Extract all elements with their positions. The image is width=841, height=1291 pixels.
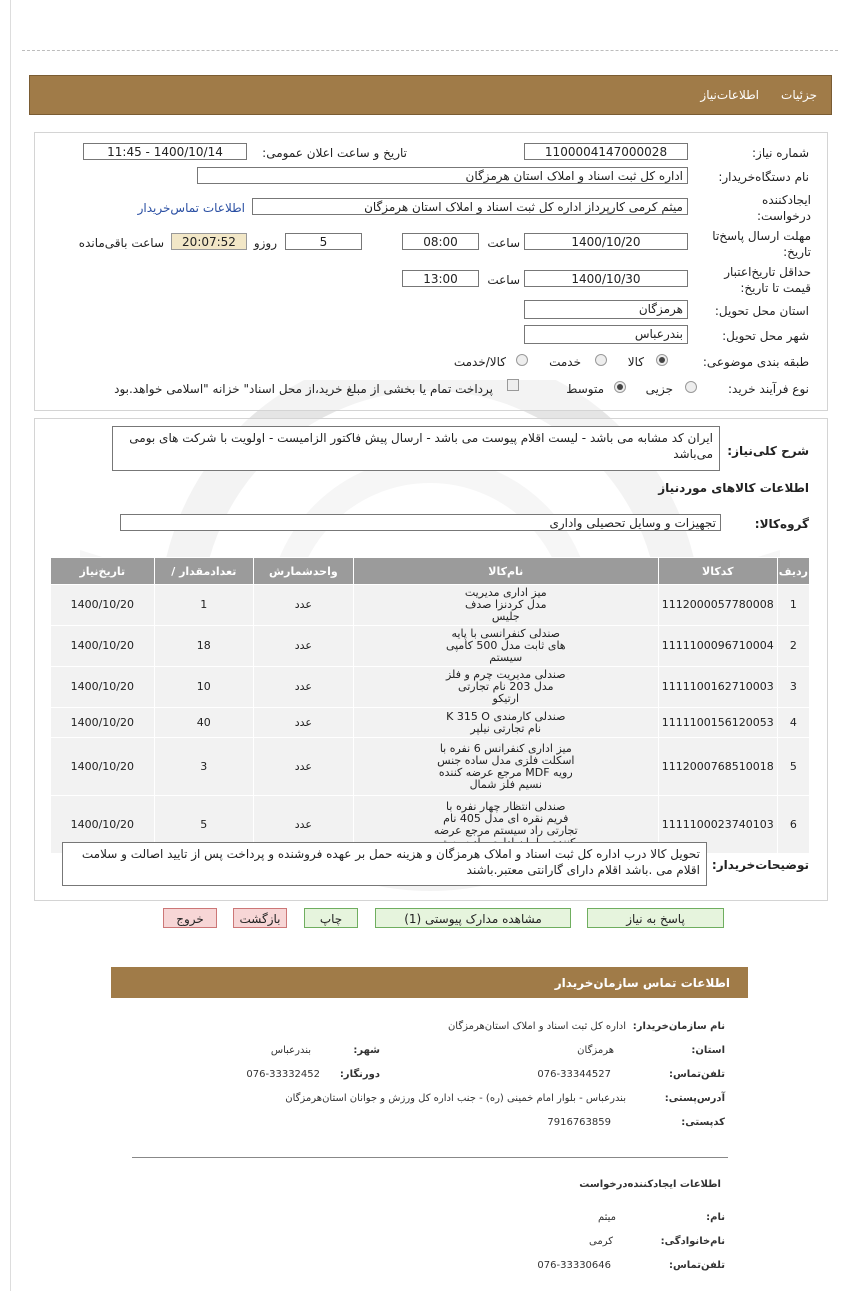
category-label: طبقه بندی موضوعی: bbox=[702, 355, 809, 369]
process-partial-label: جزیی bbox=[645, 382, 673, 396]
category-goods-service-radio[interactable] bbox=[516, 354, 528, 366]
announce-field: 1400/10/14 - 11:45 bbox=[83, 143, 247, 160]
creator-info-title: اطلاعات ایجادکننده‌درخواست bbox=[579, 1179, 721, 1190]
contact-address-label: آدرس‌پستی: bbox=[664, 1093, 725, 1104]
creator-family-label: نام‌خانوادگی: bbox=[660, 1236, 725, 1247]
deadline-date-field: 1400/10/20 bbox=[524, 233, 688, 250]
validity-date-field: 1400/10/30 bbox=[524, 270, 688, 287]
summary-text: ایران کد مشابه می باشد - لیست اقلام پیوست می باشد - ارسال پیش فاکتور الزامیست - اولویت با شرکت های بومی می‌باشد bbox=[112, 426, 720, 471]
table-row bbox=[51, 667, 810, 708]
cell-date: 1400/10/20 bbox=[51, 626, 155, 667]
contact-province: هرمزگان bbox=[577, 1045, 614, 1056]
cell-code: 1111100156120053 bbox=[658, 708, 777, 738]
city-field: بندرعباس bbox=[524, 325, 688, 344]
creator-label-1: ایجادکننده bbox=[762, 193, 811, 207]
left-border-line bbox=[10, 0, 11, 1291]
group-label: گروه‌کالا: bbox=[754, 517, 809, 531]
view-docs-button[interactable]: مشاهده مدارک پیوستی (1) bbox=[375, 908, 571, 928]
cell-code: 1112000768510018 bbox=[658, 738, 777, 796]
goods-info-title: اطلاعات کالاهای موردنیاز bbox=[658, 481, 809, 495]
category-service-label: خدمت bbox=[549, 355, 581, 369]
buyer-contact-link[interactable]: اطلاعات تماس‌خریدار bbox=[137, 201, 245, 215]
col-code-header: کدکالا bbox=[658, 558, 777, 585]
buyer-org-field: اداره کل ثبت اسناد و املاک استان هرمزگان bbox=[197, 167, 688, 184]
contact-address: بندرعباس - بلوار امام خمینی (ره) - جنب اداره کل ورزش و جوانان استان‌هرمزگان bbox=[285, 1093, 626, 1104]
cell-unit: عدد bbox=[253, 626, 353, 667]
contact-header-bar bbox=[111, 967, 748, 998]
validity-label-1: حداقل تاریخ‌اعتبار bbox=[724, 265, 811, 279]
cell-row: 2 bbox=[777, 626, 809, 667]
category-service-radio[interactable] bbox=[595, 354, 607, 366]
creator-phone: 076-33330646 bbox=[537, 1260, 611, 1271]
remaining-timer: 20:07:52 bbox=[171, 233, 247, 250]
summary-label: شرح کلی‌نیاز: bbox=[727, 444, 809, 458]
table-header-row bbox=[51, 558, 810, 585]
tab-need-info[interactable]: اطلاعات‌نیاز bbox=[700, 88, 759, 102]
category-goods-service-label: کالا/خدمت bbox=[453, 355, 506, 369]
contact-province-label: استان: bbox=[691, 1045, 725, 1056]
category-goods-radio[interactable] bbox=[656, 354, 668, 366]
col-qty-header: تعداد‌مقدار / bbox=[154, 558, 253, 585]
process-label: نوع فرآیند خرید: bbox=[728, 382, 809, 396]
cell-date: 1400/10/20 bbox=[51, 667, 155, 708]
cell-code: 1111100023740103 bbox=[658, 796, 777, 854]
need-number-field: 1100004147000028 bbox=[524, 143, 688, 160]
cell-qty: 5 bbox=[154, 796, 253, 854]
creator-field: میثم کرمی کارپرداز اداره کل ثبت اسناد و املاک استان هرمزگان bbox=[252, 198, 688, 215]
col-name-header: نام‌کالا bbox=[353, 558, 658, 585]
cell-row: 1 bbox=[777, 585, 809, 626]
process-partial-radio[interactable] bbox=[685, 381, 697, 393]
contact-phone-label: تلفن‌تماس: bbox=[668, 1069, 725, 1080]
tab-details[interactable]: جزئیات bbox=[781, 88, 817, 102]
cell-date: 1400/10/20 bbox=[51, 738, 155, 796]
cell-row: 4 bbox=[777, 708, 809, 738]
cell-qty: 1 bbox=[154, 585, 253, 626]
contact-city: بندرعباس bbox=[270, 1045, 311, 1056]
creator-name-label: نام: bbox=[706, 1212, 725, 1223]
cell-date: 1400/10/20 bbox=[51, 796, 155, 854]
creator-label-2: درخواست: bbox=[757, 209, 811, 223]
cell-name: صندلی کارمندی K 315 O نام تجارتی نیلپر bbox=[353, 708, 658, 738]
table-row bbox=[51, 626, 810, 667]
cell-qty: 40 bbox=[154, 708, 253, 738]
header-bar bbox=[29, 75, 832, 115]
cell-unit: عدد bbox=[253, 738, 353, 796]
cell-row: 5 bbox=[777, 738, 809, 796]
need-number-label: شماره نیاز: bbox=[752, 146, 809, 160]
cell-row: 6 bbox=[777, 796, 809, 854]
table-row bbox=[51, 585, 810, 626]
cell-qty: 3 bbox=[154, 738, 253, 796]
contact-org-label: نام سازمان‌خریدار: bbox=[632, 1021, 725, 1032]
cell-name: صندلی مدیریت چرم و فلز مدل 203 نام تجارتی ارتیکو bbox=[353, 667, 658, 708]
contact-city-label: شهر: bbox=[353, 1045, 380, 1056]
validity-time-field: 13:00 bbox=[402, 270, 479, 287]
cell-unit: عدد bbox=[253, 708, 353, 738]
print-button[interactable]: چاپ bbox=[304, 908, 358, 928]
province-label: استان محل تحویل: bbox=[714, 304, 809, 318]
category-goods-label: کالا bbox=[627, 355, 644, 369]
contact-postal: 7916763859 bbox=[547, 1117, 611, 1128]
group-field: تجهیزات و وسایل تحصیلی واداری bbox=[120, 514, 721, 531]
city-label: شهر محل تحویل: bbox=[722, 329, 809, 343]
exit-button[interactable]: خروج bbox=[163, 908, 217, 928]
back-button[interactable]: بازگشت bbox=[233, 908, 287, 928]
table-row bbox=[51, 738, 810, 796]
days-field: 5 bbox=[285, 233, 362, 250]
cell-name: میز اداری کنفرانس 6 نفره با اسکلت فلزی مدل ساده جنس رویه MDF مرجع عرضه کننده نسیم فلز شمال bbox=[353, 738, 658, 796]
buyer-notes-text: تحویل کالا درب اداره کل ثبت اسناد و املاک هرمزگان و هزینه حمل بر عهده فروشنده و پرداخت پس از تایید اصالت و سلامت اقلام می .باشد اقلام دارای گارانتی معتبر.باشند bbox=[62, 842, 707, 886]
cell-code: 1111100162710003 bbox=[658, 667, 777, 708]
contact-org: اداره کل ثبت اسناد و املاک استان‌هرمزگان bbox=[447, 1021, 626, 1032]
contact-fax: 076-33332452 bbox=[246, 1069, 320, 1080]
cell-unit: عدد bbox=[253, 667, 353, 708]
col-date-header: تاریخ‌نیاز bbox=[51, 558, 155, 585]
top-divider bbox=[22, 50, 838, 51]
cell-name: صندلی انتظار چهار نفره با فریم نقره ای مدل 405 نام تجارتی راد سیستم مرجع عرضه bbox=[353, 796, 658, 854]
days-label: روزو bbox=[253, 236, 277, 250]
creator-name: میثم bbox=[597, 1212, 616, 1223]
cell-name: میز اداری مدیریت مدل کردنزا صدف جلیس bbox=[353, 585, 658, 626]
announce-label: تاریخ و ساعت اعلان عمومی: bbox=[262, 146, 407, 160]
treasury-payment-note: پرداخت تمام یا بخشی از مبلغ خرید،از محل اسناد" خزانه "اسلامی خواهد.بود bbox=[114, 382, 493, 396]
process-medium-radio[interactable] bbox=[614, 381, 626, 393]
contact-phone: 076-33344527 bbox=[537, 1069, 611, 1080]
table-row bbox=[51, 708, 810, 738]
cell-name: صندلی کنفرانسی با پایه های ثابت مدل 500 کامپی سیستم bbox=[353, 626, 658, 667]
cell-code: 1111100096710004 bbox=[658, 626, 777, 667]
province-field: هرمزگان bbox=[524, 300, 688, 319]
remaining-label: ساعت باقی‌مانده bbox=[78, 236, 164, 250]
cell-qty: 10 bbox=[154, 667, 253, 708]
validity-label-2: قیمت تا تاریخ: bbox=[740, 281, 811, 295]
process-medium-label: متوسط bbox=[566, 382, 604, 396]
cell-unit: عدد bbox=[253, 796, 353, 854]
contact-divider bbox=[132, 1157, 728, 1158]
creator-family: کرمی bbox=[589, 1236, 613, 1247]
validity-time-label: ساعت bbox=[487, 273, 520, 287]
buyer-org-label: نام دستگاه‌خریدار: bbox=[718, 170, 809, 184]
goods-table bbox=[50, 557, 810, 854]
buyer-notes-label: توضیحات‌خریدار: bbox=[711, 858, 809, 872]
contact-postal-label: کدپستی: bbox=[681, 1117, 725, 1128]
deadline-label-1: مهلت ارسال پاسخ‌تا bbox=[712, 229, 811, 243]
col-unit-header: واحدشمارش bbox=[253, 558, 353, 585]
reply-button[interactable]: پاسخ به نیاز bbox=[587, 908, 724, 928]
contact-title: اطلاعات تماس سازمان‌خریدار bbox=[554, 976, 730, 990]
cell-code: 1112000057780008 bbox=[658, 585, 777, 626]
cell-date: 1400/10/20 bbox=[51, 585, 155, 626]
cell-row: 3 bbox=[777, 667, 809, 708]
cell-qty: 18 bbox=[154, 626, 253, 667]
contact-fax-label: دورنگار: bbox=[339, 1069, 380, 1080]
deadline-label-2: تاریخ: bbox=[783, 245, 811, 259]
deadline-time-field: 08:00 bbox=[402, 233, 479, 250]
deadline-time-label: ساعت bbox=[487, 236, 520, 250]
cell-unit: عدد bbox=[253, 585, 353, 626]
creator-phone-label: تلفن‌تماس: bbox=[668, 1260, 725, 1271]
cell-date: 1400/10/20 bbox=[51, 708, 155, 738]
col-row-header: ردیف bbox=[777, 558, 809, 585]
treasury-payment-checkbox[interactable] bbox=[507, 379, 519, 391]
